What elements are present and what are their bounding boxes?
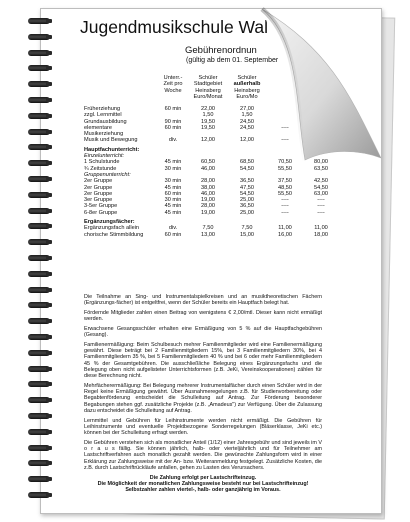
table-cell: 68,50: [240, 159, 254, 166]
table-cell: Musikerziehung: [84, 131, 124, 138]
table-cell: div.: [168, 225, 178, 232]
paragraph: Lernmittel und Gebühren für Leihinstrumente werden nicht ermäßigt. Die Gebühren für Leihinstrumente und eventuelle Projektbezogene Sonderregelungen (Bläserklasse, JeKi etc.) können bei der Schulleitung erfragt werden.: [84, 417, 322, 437]
table-cell: 54,50: [240, 190, 254, 197]
table-cell: 1,50: [202, 112, 214, 119]
table-cell: chorische Stimmbildung: [84, 231, 144, 238]
table-cell: 45 min: [164, 184, 182, 191]
paragraph: Die Teilnahme an Sing- und Instrumentalspielkreisen und an musiktheoretischen Fächern (Ergänzungs-fächer) ist entgeltfrei, wenn der Schüler bereits ein Hauptfach belegt hat.: [84, 294, 322, 307]
table-cell: 60 min: [164, 106, 182, 112]
table-cell: 15,00: [240, 231, 254, 238]
table-cell: 70,50: [278, 159, 292, 166]
table-cell: 3-5er Gruppe: [84, 203, 118, 210]
table-cell: 22,00: [201, 106, 215, 112]
table-cell: 24,50: [240, 118, 254, 125]
table-cell: elementare: [84, 124, 112, 131]
table-cell: 19,50: [201, 118, 215, 125]
table-cell: ----: [317, 197, 325, 204]
table-cell: 55,50: [278, 190, 292, 197]
table-cell: 3er Gruppe: [84, 197, 113, 204]
table-cell: 12,00: [201, 137, 215, 144]
table-cell: 48,50: [278, 184, 292, 191]
footer-line: Die Zahlung erfolgt per Lastschrifteinzug.: [149, 474, 257, 481]
document-subtitle: Gebührenordnun: [185, 45, 257, 56]
table-cell: 11,00: [314, 225, 328, 232]
table-cell: Früherziehung: [84, 106, 121, 112]
table-cell: 38,00: [201, 184, 215, 191]
table-cell: 7,50: [241, 225, 253, 232]
table-cell: 30 min: [164, 178, 182, 185]
table-cell: Einzelunterricht:: [84, 153, 125, 160]
table-cell: Musik und Bewegung: [84, 137, 138, 144]
table-cell: ----: [281, 203, 289, 210]
table-cell: 36,50: [240, 203, 254, 210]
table-cell: 7,50: [202, 225, 214, 232]
footer-line: Die Möglichkeit der monatlichen Zahlungsweise besteht nur bei Lastschrifteinzug!: [97, 480, 309, 487]
table-cell: 30 min: [164, 197, 182, 204]
paragraph: Familienermäßigung: Beim Schulbesuch mehrer Familienmitglieder wird eine Familienermäßigung gewährt. Diese beträgt bei 2 Familienmitgliedern 15%, bei 3 Familienmitgliedern 30%, bei 4 Familienmitgliedern 35 %, bei 5 Familienmitgliedern 40 % und bei 6 oder mehr Familienmitgliedern 45 % der Gesamtgebühren. Die ausschließliche Belegung eines Ergänzungsfachs und die Belegung oben nicht aufgelisteter Unterrichtsformen (z.B. JeKi, Vereinskooperationen) zählen für diese Berechnung nicht.: [84, 341, 322, 380]
table-cell: Gruppenunterricht:: [84, 171, 131, 178]
table-cell: 60,50: [201, 159, 215, 166]
table-cell: 46,00: [201, 165, 215, 172]
table-cell: 42,50: [314, 178, 328, 185]
paragraph: Mehrfächerermäßigung: Bei Belegung mehrerer Instrumentalfächer durch einen Schüler wird in der Regel keine Ermäßigung gewährt. Über Ausnahmeregelungen z.B. für Studienvorbereitung oder Begabtenförderung entscheidet die Schulleitung auf Antrag. Zur Förderung besonderer Begabungen stehen ggf. zusätzliche Projekte (z.B. „Amadeus") zur Verfügung. Über die Zulassung dazu entscheidet die Schulleitung auf Antrag.: [84, 382, 322, 414]
table-cell: Grundausbildung: [84, 118, 127, 125]
table-cell: 28,00: [201, 203, 215, 210]
table-cell: 54,50: [314, 184, 328, 191]
table-cell: 6-8er Gruppe: [84, 209, 118, 216]
header-lesson-time: Unterr.- Zeit pro Woche: [163, 75, 183, 94]
paragraph: Erwachsene Gesangsschüler erhalten eine Ermäßigung von 5 % auf die Hauptfachgebühren (Gesang).: [84, 325, 322, 339]
table-cell: 60 min: [164, 190, 182, 197]
table-cell: 36,50: [240, 178, 254, 185]
table-cell: 46,00: [201, 190, 215, 197]
table-cell: ----: [281, 137, 289, 144]
table-cell: 47,50: [240, 184, 254, 191]
table-cell: 90 min: [164, 118, 182, 125]
table-cell: 2er Gruppe: [84, 178, 113, 185]
table-cell: ¾ Zeitstunde: [84, 165, 117, 172]
table-cell: div.: [168, 137, 178, 144]
table-cell: 55,50: [278, 165, 292, 172]
table-cell: 63,50: [314, 165, 328, 172]
table-cell: 13,00: [201, 231, 215, 238]
table-cell: 12,00: [240, 137, 254, 144]
table-cell: 1,50: [241, 112, 253, 119]
table-cell: ----: [281, 209, 289, 216]
table-cell: 30 min: [164, 165, 182, 172]
table-cell: ----: [317, 203, 325, 210]
footer-line: Selbstzahler zahlen viertel-, halb- oder ganzjährig im Voraus.: [125, 487, 281, 494]
document-title: Jugendmusikschule Wal: [80, 17, 269, 37]
header-outside-students: Schüler außerhalb Heinsberg Euro/Mo: [233, 75, 261, 100]
table-cell: 37,50: [278, 178, 292, 185]
table-cell: 2er Gruppe: [84, 184, 113, 191]
table-cell: ----: [281, 124, 289, 131]
table-cell: 60 min: [164, 124, 182, 131]
table-cell: 54,50: [240, 165, 254, 172]
table-cell: 80,00: [314, 159, 328, 166]
table-cell: 45 min: [164, 159, 182, 166]
header-city-students: Schüler Stadtgebiet Heinsberg Euro/Monat: [193, 75, 223, 100]
table-cell: ----: [317, 209, 325, 216]
table-cell: 11,00: [278, 225, 292, 232]
table-cell: 1 Schulstunde: [84, 159, 120, 166]
table-cell: ----: [281, 197, 289, 204]
table-cell: 25,00: [240, 209, 254, 216]
table-cell: 25,00: [240, 197, 254, 204]
table-cell: 28,00: [201, 178, 215, 185]
paragraph: Die Gebühren verstehen sich als monatlicher Anteil (1/12) einer Jahresgebühr und sind jeweils im V o r a u s fällig. Sie können jährlich, halb- oder vierteljährlich und für Teilnehmer am Lastschriftverfahren auch monatlich gezahlt werden. Die gewünschte Zahlungsform wird in einer Erklärung zur Zahlungsweise mit der An- bzw. Weiteranmeldung festgelegt. Zusätzliche Kosten, die z.B. durch Lastschriftrückläufe anfallen, gehen zu Lasten des Verursachers.: [84, 439, 322, 471]
table-cell: Ergänzungsfach allein: [84, 225, 140, 232]
table-cell: Ergänzungsfächer:: [84, 219, 135, 226]
table-cell: 45 min: [164, 203, 182, 210]
table-cell: 27,00: [240, 106, 254, 112]
table-cell: 18,00: [314, 231, 328, 238]
table-cell: 60 min: [164, 231, 182, 238]
table-cell: 45 min: [164, 209, 182, 216]
table-cell: 63,00: [314, 190, 328, 197]
table-cell: 24,50: [240, 124, 254, 131]
table-cell: zzgl. Lernmittel: [84, 112, 122, 119]
validity-note: (gültig ab dem 01. September: [186, 57, 279, 64]
table-cell: 16,00: [278, 231, 292, 238]
table-cell: 19,00: [201, 197, 215, 204]
table-cell: Hauptfachunterricht:: [84, 146, 140, 153]
table-cell: 19,00: [201, 209, 215, 216]
table-cell: 2er Gruppe: [84, 190, 113, 197]
paragraph: Fördernde Mitglieder zahlen einen Beitrag von wenigstens € 2,00/mtl. Dieser kann nicht ermäßigt werden.: [84, 309, 322, 323]
table-cell: 19,50: [201, 124, 215, 131]
